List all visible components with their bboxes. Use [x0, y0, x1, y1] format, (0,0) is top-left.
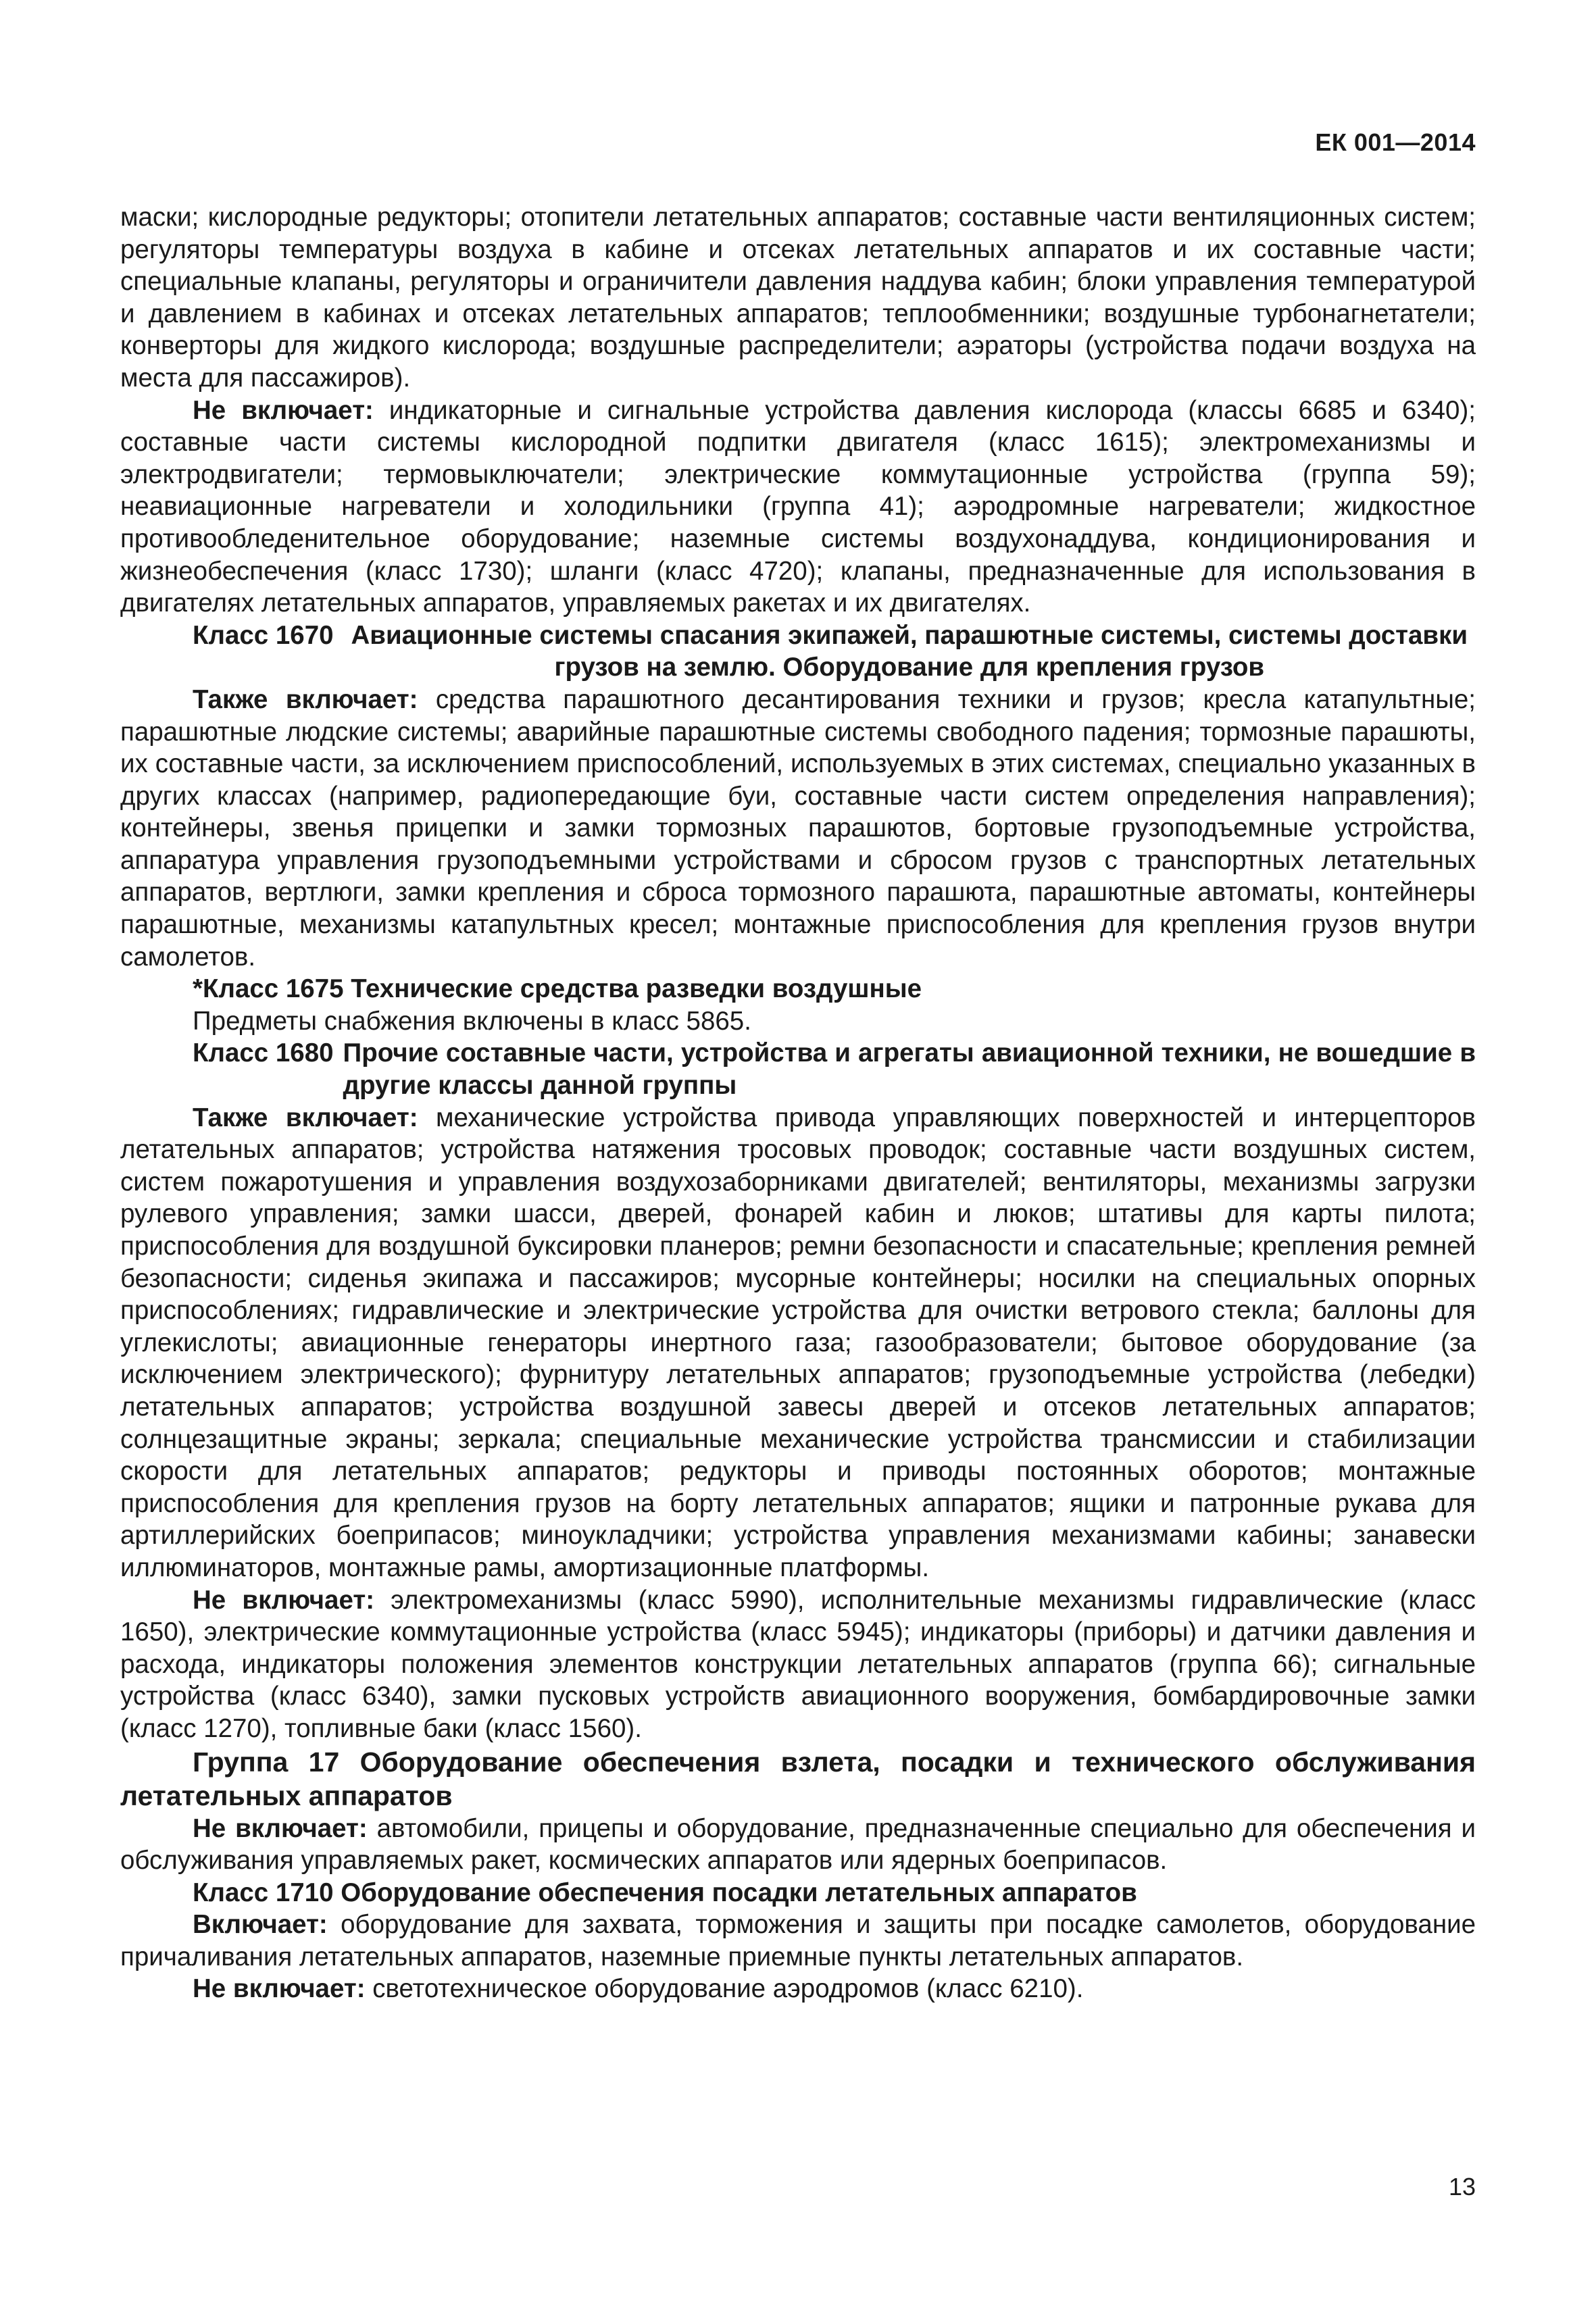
inclusion-label: Также включает:: [193, 684, 418, 714]
inclusion-text: механические устройства привода управляющих поверхностей и интерцепторов летательных аппаратов; устройства натяжения тросовых проводок; составные части воздушных систем, систем пожаротушения и управления воздухозаборниками двигателей; вентиляторы, механизмы загрузки рулевого управления; замки шасси, дверей, фонарей кабин и люков; штативы для карты пилота; приспособления для воздушной буксировки планеров; ремни безопасности и спасательные; крепления ремней безопасности; сиденья экипажа и пассажиров; мусорные контейнеры; носилки на специальных опорных приспособлениях; гидравлические и электрические устройства для очистки ветрового стекла; баллоны для углекислоты; авиационные генераторы инертного газа; газообразователи; бытовое оборудование (за исключением электрического); фурнитуру летательных аппаратов; грузоподъемные устройства (лебедки) летательных аппаратов; устройства воздушной завесы дверей и отсеков летательных аппаратов; солнцезащитные экраны; зеркала; специальные механические устройства трансмиссии и стабилизации скорости для летательных аппаратов; редукторы и приводы постоянных оборотов; монтажные приспособления для крепления грузов на борту летательных аппаратов; ящики и патронные рукава для артиллерийских боеприпасов; миноукладчики; устройства управления механизмами кабины; занавески иллюминаторов, монтажные рамы, амортизационные платформы.: [120, 1103, 1476, 1582]
class-1710-exclusion: [120, 1973, 1476, 2005]
inclusion-text: оборудование для захвата, торможения и защиты при посадке самолетов, оборудование причаливания летательных аппаратов, наземные приемные пункты летательных аппаратов.: [120, 1910, 1476, 1971]
class-1680-heading: [120, 1037, 1476, 1101]
intro-paragraph: маски; кислородные редукторы; отопители летательных аппаратов; составные части вентиляционных систем; регуляторы температуры воздуха в кабине и отсеках летательных аппаратов и их составные части; специальные клапаны, регуляторы и ограничители давления наддува кабин; блоки управления температурой и давлением в кабинах и отсеках летательных аппаратов; теплообменники; воздушные турбонагнетатели; конверторы для жидкого кислорода; воздушные распределители; аэраторы (устройства подачи воздуха на места для пассажиров).: [120, 203, 1476, 393]
class-title: Прочие составные части, устройства и агрегаты авиационной техники, не вошедшие в другие классы данной группы: [343, 1038, 1476, 1101]
exclusion-label: Не включает:: [193, 1585, 375, 1615]
exclusion-label: Не включает:: [193, 1974, 366, 2004]
exclusion-text: электромеханизмы (класс 5990), исполнительные механизмы гидравлические (класс 1650), электрические коммутационные устройства (класс 5945); индикаторы (приборы) и датчики давления и расхода, индикаторы положения элементов конструкции летательных аппаратов (группа 66); сигнальные устройства (класс 6340), замки пусковых устройств авиационного вооружения, бомбардировочные замки (класс 1270), топливные баки (класс 1560).: [120, 1585, 1476, 1743]
class-1670-heading: [120, 620, 1476, 684]
exclusion-paragraph: [120, 395, 1476, 620]
exclusion-label: Не включает:: [193, 1813, 368, 1843]
group-17-heading: Группа 17 Оборудование обеспечения взлета, посадки и технического обслуживания летательных аппаратов: [120, 1746, 1476, 1811]
class-1675-note: Предметы снабжения включены в класс 5865.: [193, 1006, 751, 1036]
group-17-exclusion: [120, 1813, 1476, 1877]
class-1680-inclusion: [120, 1102, 1476, 1584]
class-title: Авиационные системы спасания экипажей, парашютные системы, системы доставки грузов на землю. Оборудование для крепления грузов: [351, 620, 1468, 682]
class-number: Класс 1670: [193, 620, 334, 650]
class-1670-inclusion: [120, 684, 1476, 973]
inclusion-label: Также включает:: [193, 1103, 418, 1132]
exclusion-label: Не включает:: [193, 395, 374, 425]
class-1680-exclusion: [120, 1584, 1476, 1745]
inclusion-label: Включает:: [193, 1910, 328, 1940]
exclusion-text: автомобили, прицепы и оборудование, предназначенные специально для обеспечения и обслуживания управляемых ракет, космических аппаратов или ядерных боеприпасов.: [120, 1813, 1476, 1876]
page-number: 13: [1448, 2173, 1476, 2200]
document-code-header: ЕК 001—2014: [1315, 128, 1476, 156]
class-1675-heading: *Класс 1675 Технические средства разведки воздушные: [193, 974, 922, 1004]
class-1710-heading: Класс 1710 Оборудование обеспечения посадки летательных аппаратов: [193, 1878, 1137, 1907]
inclusion-text: средства парашютного десантирования техники и грузов; кресла катапультные; парашютные людские системы; аварийные парашютные системы свободного падения; тормозные парашюты, их составные части, за исключением приспособлений, используемых в этих системах, специально указанных в других классах (например, радиопередающие буи, составные части систем определения направления); контейнеры, звенья прицепки и замки тормозных парашютов, бортовые грузоподъемные устройства, аппаратура управления грузоподъемными устройствами и сбросом грузов с транспортных летательных аппаратов, вертлюги, замки крепления и сброса тормозного парашюта, парашютные автоматы, контейнеры парашютные, механизмы катапультных кресел; монтажные приспособления для крепления грузов внутри самолетов.: [120, 684, 1476, 972]
page-body: [120, 201, 1476, 2005]
class-number: Класс 1680: [193, 1038, 334, 1068]
exclusion-text: индикаторные и сигнальные устройства давления кислорода (классы 6685 и 6340); составные части системы кислородной подпитки двигателя (класс 1615); электромеханизмы и электродвигатели; термовыключатели; электрические коммутационные устройства (группа 59); неавиационные нагреватели и холодильники (группа 41); аэродромные нагреватели; жидкостное противообледенительное оборудование; наземные системы воздухонаддува, кондиционирования и жизнеобеспечения (класс 1730); шланги (класс 4720); клапаны, предназначенные для использования в двигателях летательных аппаратов, управляемых ракетах и их двигателях.: [120, 395, 1476, 618]
exclusion-text: светотехническое оборудование аэродромов (класс 6210).: [365, 1974, 1084, 2004]
class-1710-inclusion: [120, 1909, 1476, 1973]
